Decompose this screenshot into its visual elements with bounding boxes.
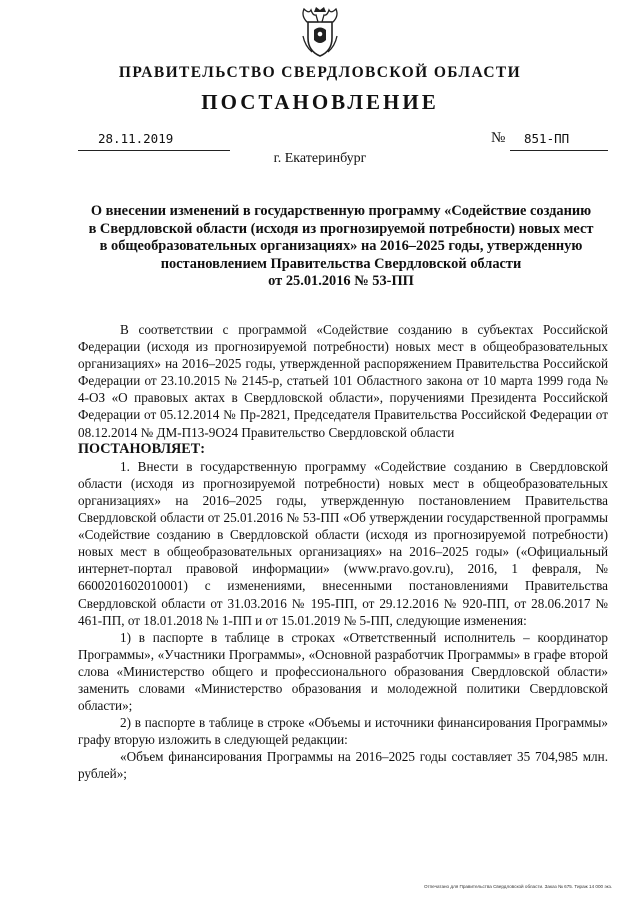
item-1-1-paragraph: 1) в паспорте в таблице в строках «Ответственный исполнитель – координатор Программы», «Участники Программы», «Основной разработчик Программы» в графе второй слова «Министерство общего и профессионального образования Свердловской области» заменить словами «Министерство образования и молодежной политики Свердловской области»; xyxy=(78,629,608,714)
title-line: постановлением Правительства Свердловской области xyxy=(160,255,522,272)
quote-paragraph: «Объем финансирования Программы на 2016–2025 годы составляет 35 704,985 млн. рублей»; xyxy=(78,749,608,782)
preamble-paragraph: В соответствии с программой «Содействие созданию в субъектах Российской Федерации (исходя из прогнозируемой потребности) новых мест в общеобразовательных организациях» на 2016–2025 годы, утвержденной распоряжением Правительства Российской Федерации от 23.10.2015 № 2145-р, статьей 101 Областного закона от 10 марта 1999 года № 4-ОЗ «О правовых актах в Свердловской области», поручениями Президента Российской Федерации от 05.12.2014 № Пр-2821, Председателя Правительства Российской Федерации от 08.12.2014 № ДМ-П13-9О24 Правительство Свердловской области xyxy=(78,322,608,440)
title-line: от 25.01.2016 № 53-ПП xyxy=(268,273,414,290)
organization-name: ПРАВИТЕЛЬСТВО СВЕРДЛОВСКОЙ ОБЛАСТИ xyxy=(118,64,522,81)
document-date: 28.11.2019 xyxy=(98,131,174,146)
title-line: в общеобразовательных организациях» на 2016–2025 годы, утвержденную xyxy=(99,238,583,255)
decree-word: ПОСТАНОВЛЯЕТ: xyxy=(78,440,205,457)
city: г. Екатеринбург xyxy=(273,151,367,166)
document-title xyxy=(72,203,610,291)
title-line: О внесении изменений в государственную программу «Содействие созданию xyxy=(90,203,592,219)
item-1-2-paragraph: 2) в паспорте в таблице в строке «Объемы и источники финансирования Программы» графу вторую изложить в следующей редакции: xyxy=(78,715,608,748)
document-type: ПОСТАНОВЛЕНИЕ xyxy=(201,90,439,114)
document-body xyxy=(78,321,608,783)
coat-of-arms-icon xyxy=(297,6,343,58)
item-1-paragraph: 1. Внести в государственную программу «Содействие созданию в Свердловской области (исходя из прогнозируемой потребности) новых мест в общеобразовательных организациях» на 2016–2025 годы, утвержденную постановлением Правительства Свердловской области от 25.01.2016 № 53-ПП «Об утверждении государственной программы «Содействие созданию в Свердловской области (исходя из прогнозируемой потребности) новых мест в общеобразовательных организациях» на 2016–2025 годы» («Официальный интернет-портал правовой информации» (www.pravo.gov.ru), 2016, 1 февраля, № 6600201602010001) с изменениями, внесенными постановлениями Правительства Свердловской области от 31.03.2016 № 195-ПП, от 29.12.2016 № 920-ПП, от 28.06.2017 № 461-ПП, от 18.01.2018 № 1-ПП и от 15.01.2019 № 5-ПП, следующие изменения: xyxy=(78,458,608,628)
title-line: в Свердловской области (исходя из прогнозируемой потребности) новых мест xyxy=(88,220,594,237)
document-number: 851-ПП xyxy=(524,131,570,146)
print-footer: Отпечатано для Правительства Свердловской области. Заказ № 675. Тираж 14 000 экз. xyxy=(424,884,613,889)
number-sign: № xyxy=(491,130,506,146)
